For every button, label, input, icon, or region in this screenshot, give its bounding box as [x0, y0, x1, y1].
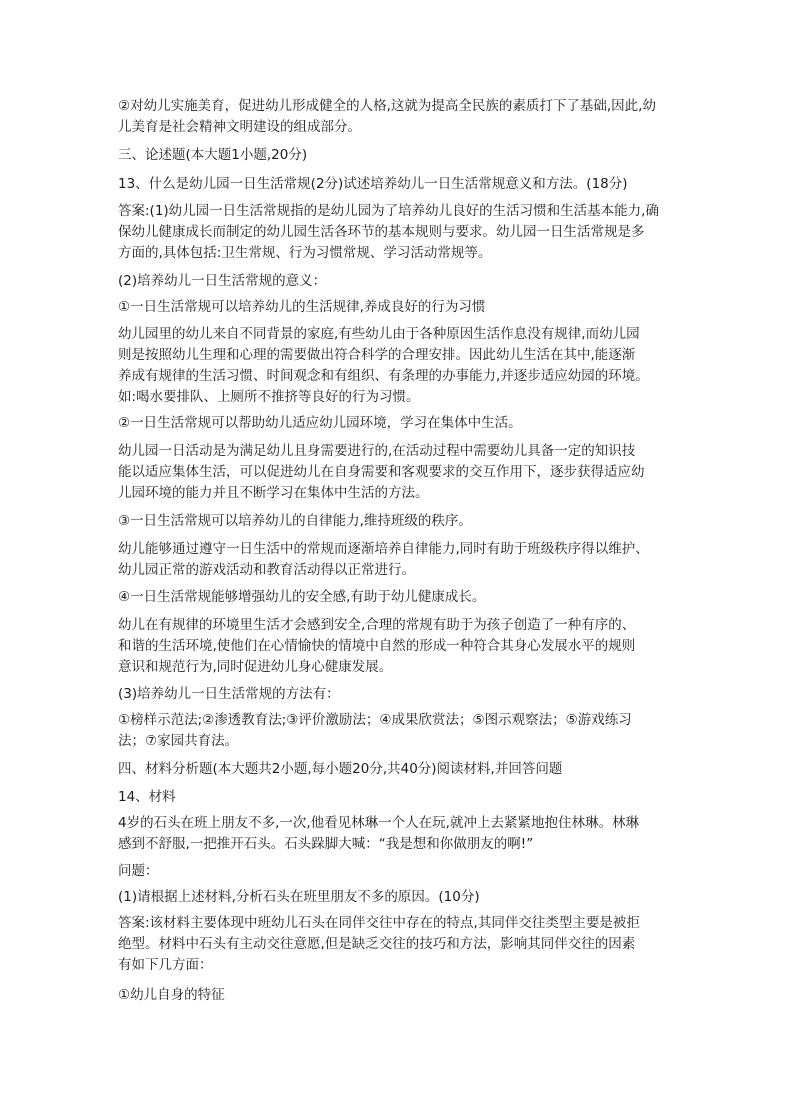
- answer-14-part1: [118, 913, 678, 976]
- factor-1-heading: [118, 985, 678, 1006]
- text-line: 养成有规律的生活习惯、时间观念和有组织、有条理的办事能力,并逐步适应幼园的环境。: [118, 368, 649, 384]
- question-14-part1: [118, 887, 678, 908]
- text-line: 幼儿在有规律的环境里生活才会感到安全,合理的常规有助于为孩子创造了一种有序的、: [118, 617, 636, 633]
- point-4-body: [118, 615, 678, 678]
- text-line: 幼儿园里的幼儿来自不同背景的家庭,有些幼儿由于各种原因生活作息没有规律,而幼儿园: [118, 326, 640, 342]
- point-1-body: [118, 324, 678, 408]
- text-line: 14、材料: [118, 789, 176, 805]
- text-line: ③一日生活常规可以培养幼儿的自律能力,维持班级的秩序。: [118, 513, 472, 529]
- text-line: 如:喝水要排队、上厕所不推挤等良好的行为习惯。: [118, 389, 420, 405]
- text-line: (1)请根据上述材料,分析石头在班里朋友不多的原因。(10分): [118, 889, 480, 905]
- text-line: 13、什么是幼儿园一日生活常规(2分)试述培养幼儿一日生活常规意义和方法。(18分): [118, 176, 628, 192]
- text-line: 则是按照幼儿生理和心理的需要做出符合科学的合理安排。因此幼儿生活在其中,能逐渐: [118, 347, 636, 363]
- text-line: 儿园环境的能力并且不断学习在集体中生活的方法。: [118, 485, 429, 501]
- point-1-heading: [118, 297, 678, 318]
- text-line: 问题：: [118, 863, 159, 879]
- text-line: (2)培养幼儿一日生活常规的意义：: [118, 273, 327, 289]
- methods-list: [118, 710, 678, 752]
- point-4-heading: [118, 587, 678, 608]
- subheading-significance: [118, 271, 678, 292]
- text-line: ②对幼儿实施美育，促进幼儿形成健全的人格,这就为提高全民族的素质打下了基础,因此,幼: [118, 98, 656, 114]
- material-text: [118, 813, 678, 855]
- text-line: 方面的,具体包括:卫生常规、行为习惯常规、学习活动常规等。: [118, 245, 492, 261]
- point-3-heading: [118, 511, 678, 532]
- text-line: 答案:该材料主要体现中班幼儿石头在同伴交往中存在的特点,其同伴交往类型主要是被拒: [118, 915, 640, 931]
- question-14-label: [118, 787, 678, 808]
- text-line: 和谐的生活环境,使他们在心情愉快的情境中自然的形成一种符合其身心发展水平的规则: [118, 638, 636, 654]
- answer-13-part1: [118, 201, 678, 264]
- text-line: ①幼儿自身的特征: [118, 987, 225, 1003]
- question-label: [118, 861, 678, 882]
- text-line: 幼儿园正常的游戏活动和教育活动得以正常进行。: [118, 562, 415, 578]
- text-line: 绝型。材料中石头有主动交往意愿,但是缺乏交往的技巧和方法，影响其同伴交往的因素: [118, 936, 636, 952]
- text-line: 意识和规范行为,同时促进幼儿身心健康发展。: [118, 659, 393, 675]
- section-heading-essay: [118, 145, 678, 166]
- text-line: 法；⑦家园共育法。: [118, 733, 239, 749]
- text-line: 答案:(1)幼儿园一日生活常规指的是幼儿园为了培养幼儿良好的生活习惯和生活基本能力,确: [118, 203, 659, 219]
- text-line: 有如下几方面：: [118, 957, 213, 973]
- text-line: ④一日生活常规能够增强幼儿的安全感,有助于幼儿健康成长。: [118, 589, 486, 605]
- subheading-methods: [118, 684, 678, 705]
- section-heading-material-analysis: [118, 759, 678, 780]
- text-line: 能以适应集体生活，可以促进幼儿在自身需要和客观要求的交互作用下，逐步获得适应幼: [118, 464, 645, 480]
- question-13: [118, 174, 678, 195]
- text-line: 幼儿园一日活动是为满足幼儿且身需要进行的,在活动过程中需要幼儿具备一定的知识技: [118, 443, 636, 459]
- text-line: 幼儿能够通过遵守一日生活中的常规而逐渐培养自律能力,同时有助于班级秩序得以维护、: [118, 541, 649, 557]
- text-line: ①榜样示范法;②渗透教育法;③评价激励法；④成果欣赏法；⑤图示观察法；⑤游戏练习: [118, 712, 632, 728]
- text-line: 三、论述题(本大题1小题,20分): [118, 147, 308, 163]
- paragraph-aesthetic-education: [118, 96, 678, 138]
- point-2-heading: [118, 413, 678, 434]
- point-3-body: [118, 539, 678, 581]
- text-line: 四、材料分析题(本大题共2小题,每小题20分,共40分)阅读材料,并回答问题: [118, 761, 563, 777]
- text-line: 保幼儿健康成长而制定的幼儿园生活各环节的基本规则与要求。幼儿园一日生活常规是多: [118, 224, 645, 240]
- point-2-body: [118, 441, 678, 504]
- text-line: 儿美育是社会精神文明建设的组成部分。: [118, 119, 361, 135]
- text-line: 感到不舒服,一把推开石头。石头跺脚大喊：“我是想和你做朋友的啊!”: [118, 836, 534, 852]
- text-line: (3)培养幼儿一日生活常规的方法有：: [118, 686, 340, 702]
- text-line: ①一日生活常规可以培养幼儿的生活规律,养成良好的行为习惯: [118, 299, 486, 315]
- text-line: 4岁的石头在班上朋友不多,一次,他看见林琳一个人在玩,就冲上去紧紧地抱住林琳。林琳: [118, 815, 639, 831]
- text-line: ②一日生活常规可以帮助幼儿适应幼儿园环境，学习在集体中生活。: [118, 415, 522, 431]
